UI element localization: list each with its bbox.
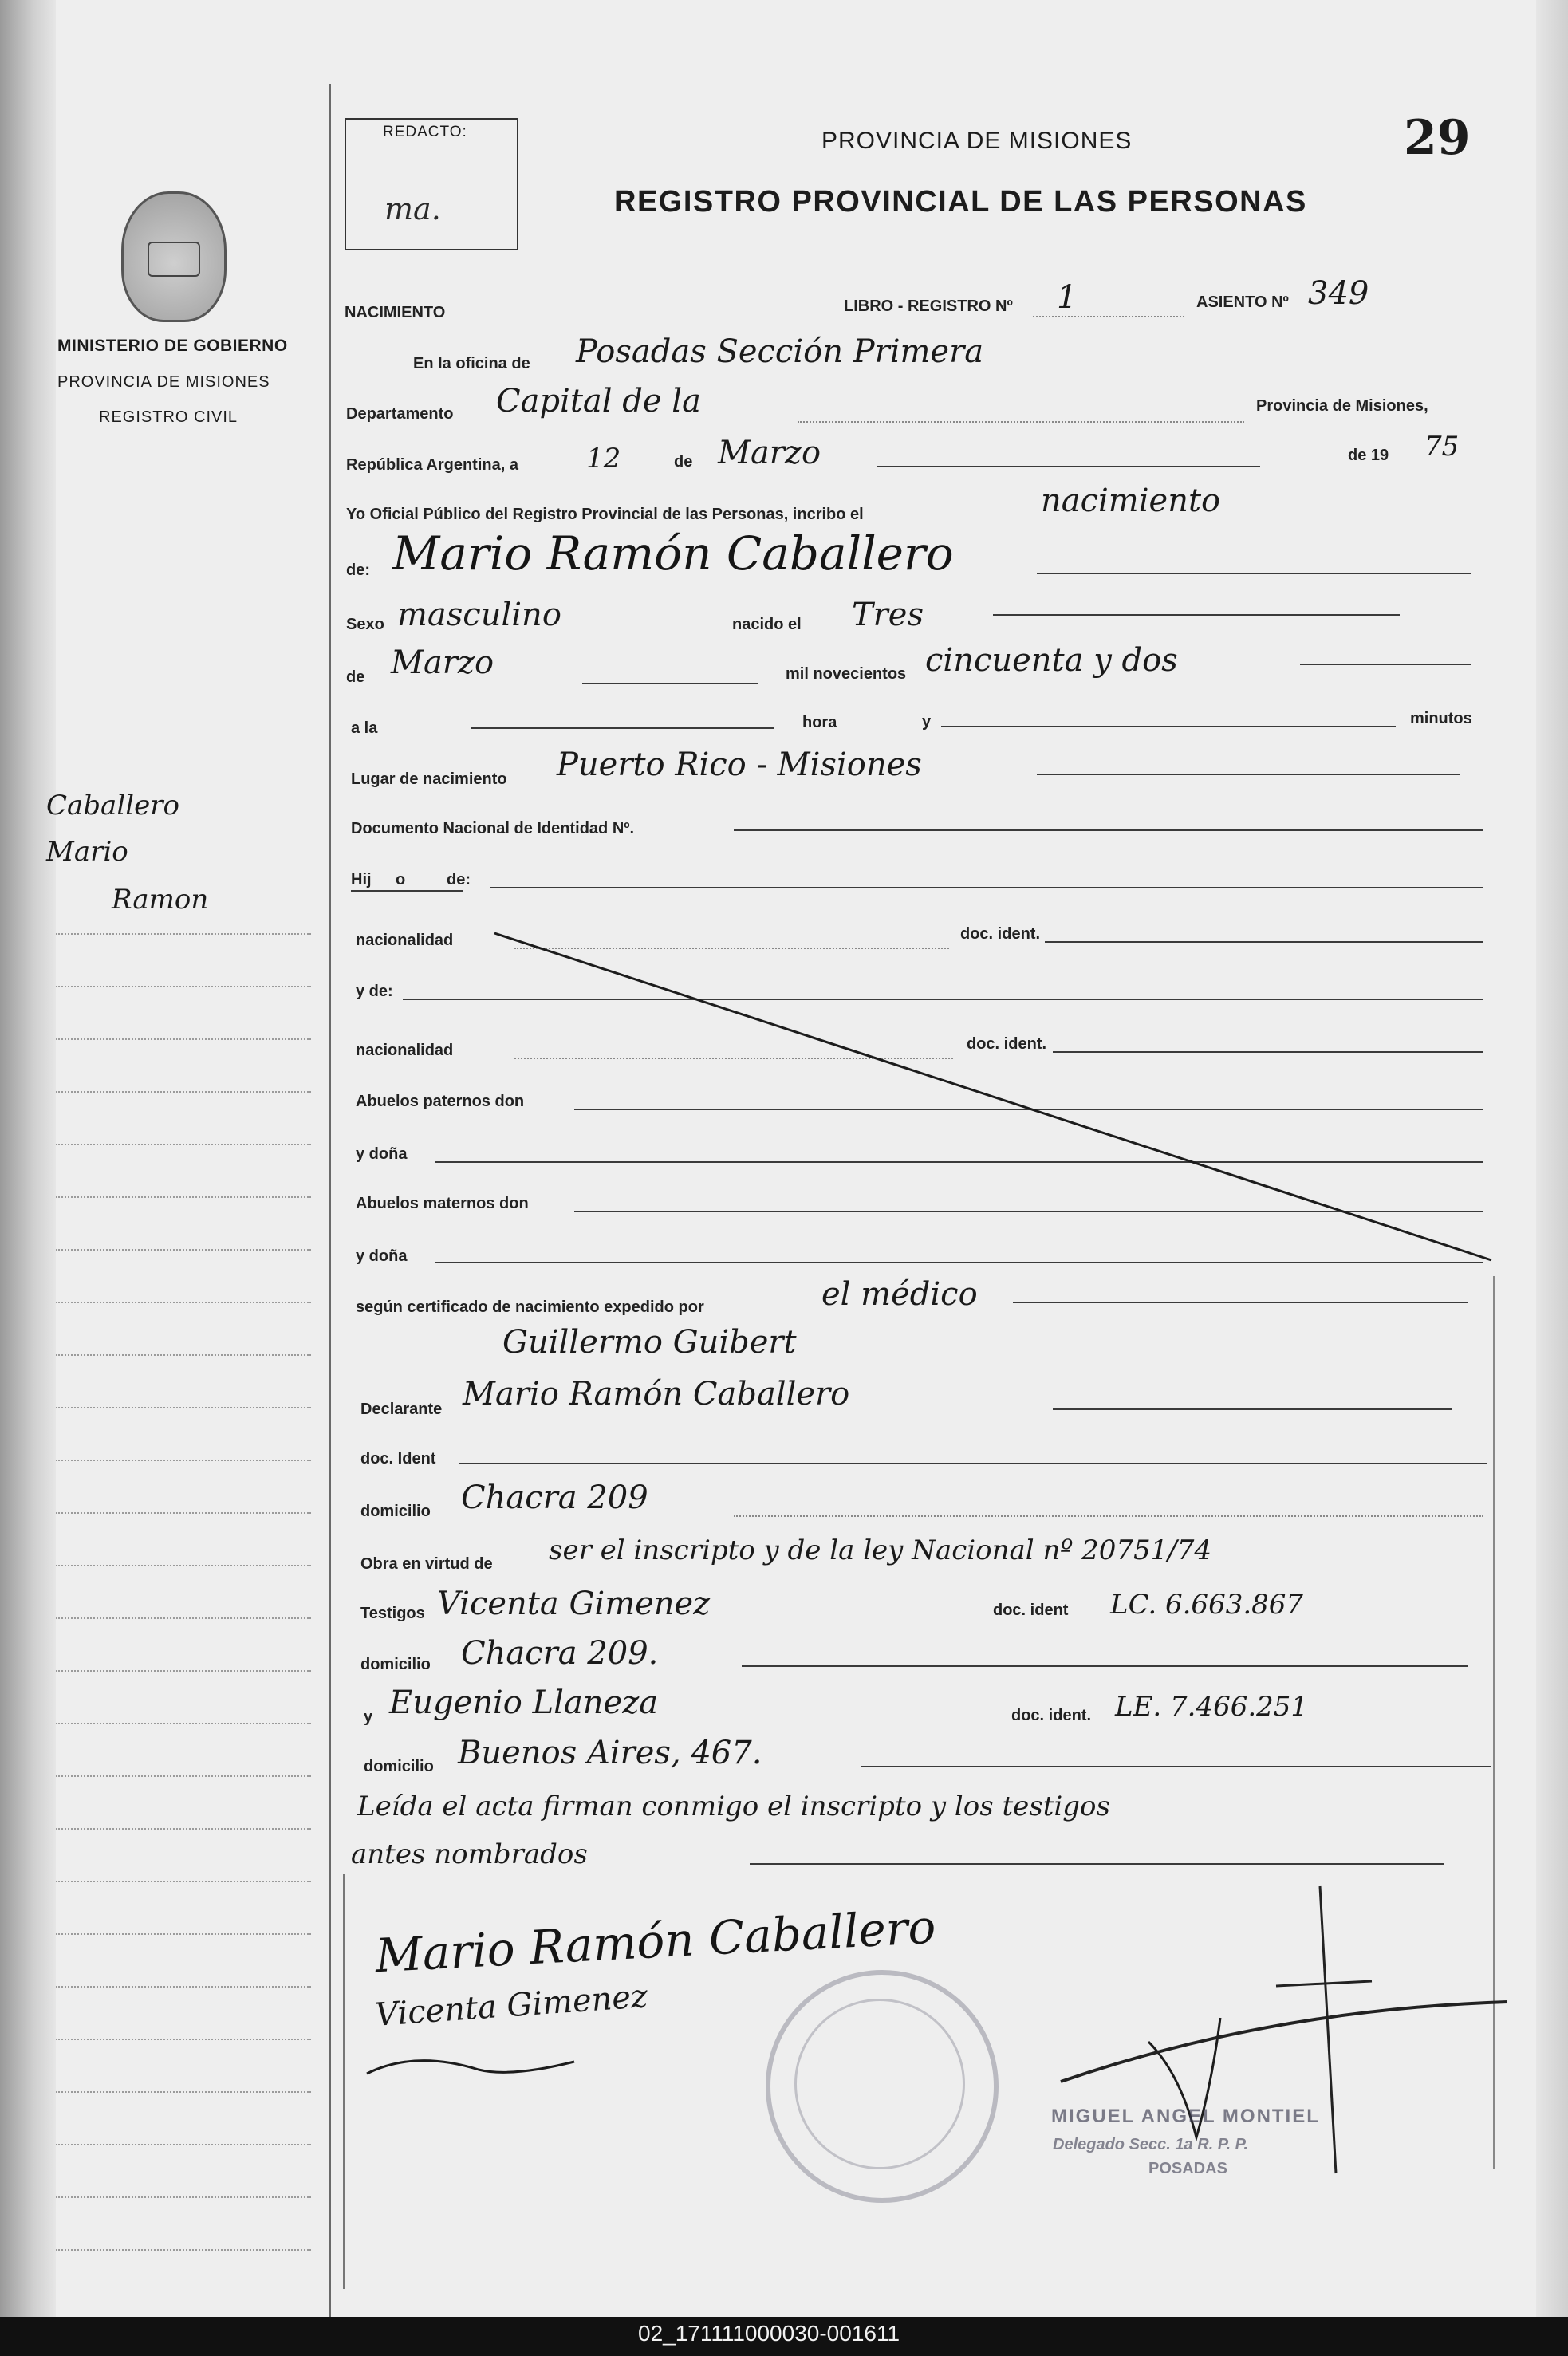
official-round-stamp (766, 1970, 999, 2203)
mes-nac-value: Marzo (391, 644, 494, 681)
lugar-label: Lugar de nacimiento (351, 770, 507, 788)
documento-label: Documento Nacional de Identidad Nº. (351, 820, 635, 837)
nacionalidad2-label: nacionalidad (356, 1042, 454, 1059)
margin-note-second: Ramon (112, 884, 209, 916)
y2-label: y (364, 1708, 373, 1726)
nacionalidad-label: nacionalidad (356, 932, 454, 949)
domicilio3-label: domicilio (364, 1758, 434, 1775)
doc-ident5-label: doc. ident. (1011, 1707, 1091, 1724)
redacto-label: REDACTO: (383, 124, 467, 140)
abuelos-maternos-label: Abuelos maternos don (356, 1195, 529, 1212)
signature-inscripto: Mario Ramón Caballero (373, 1899, 937, 1984)
de-hij-label: de: (447, 871, 471, 888)
anio-value: 75 (1424, 431, 1460, 463)
anio-nac-value: cincuenta y dos (925, 642, 1178, 679)
lugar-value: Puerto Rico - Misiones (557, 747, 922, 783)
domicilio-label: domicilio (360, 1503, 431, 1520)
certificado-value: el médico (821, 1276, 978, 1313)
asiento-value: 349 (1308, 275, 1369, 312)
leida-text: Leída el acta firman conmigo el inscripto y los testigos (357, 1791, 1110, 1822)
republica-label: República Argentina, a (346, 456, 518, 474)
dia-value: 12 (586, 443, 621, 475)
de-label: de (674, 453, 693, 471)
page-title: REGISTRO PROVINCIAL DE LAS PERSONAS (614, 185, 1307, 219)
hij-value: o (396, 871, 406, 888)
sexo-value: masculino (397, 597, 561, 633)
obra-value: ser el inscripto y de la ley Nacional nº 20751/74 (549, 1535, 1212, 1566)
oficial-label: Yo Oficial Público del Registro Provincial de las Personas, incribo el (346, 506, 864, 523)
libro-label: LIBRO - REGISTRO Nº (844, 297, 1013, 315)
folio-number: 29 (1404, 110, 1471, 166)
departamento-label: Departamento (346, 405, 454, 423)
nacido-value: Tres (852, 597, 924, 633)
declarante-value: Mario Ramón Caballero (463, 1376, 850, 1412)
y-dona-label: y doña (356, 1145, 408, 1163)
asiento-label: ASIENTO Nº (1196, 294, 1289, 311)
stamp-role: Delegado Secc. 1a R. P. P. (1053, 2136, 1248, 2153)
de-mes-label: de (346, 668, 365, 686)
doc-ident4-label: doc. ident (993, 1602, 1069, 1619)
certificado-label: según certificado de nacimiento expedido por (356, 1298, 704, 1316)
y-dona2-label: y doña (356, 1247, 408, 1265)
mes-value: Marzo (718, 435, 821, 471)
testigo2-doc: LE. 7.466.251 (1115, 1691, 1309, 1723)
doc-ident2-label: doc. ident. (967, 1035, 1046, 1053)
libro-value: 1 (1057, 279, 1078, 316)
hij-label: Hij (351, 871, 372, 888)
hora-label: hora (802, 714, 837, 731)
minutos-label: minutos (1410, 710, 1472, 727)
stamp-name: MIGUEL ANGEL MONTIEL (1051, 2106, 1320, 2127)
domicilio2-value: Chacra 209. (461, 1635, 659, 1672)
provincia-label: Provincia de Misiones, (1256, 397, 1428, 415)
testigo1-value: Vicenta Gimenez (437, 1586, 711, 1622)
medico-value: Guillermo Guibert (502, 1324, 797, 1361)
domicilio3-value: Buenos Aires, 467. (458, 1735, 762, 1771)
a-la-label: a la (351, 719, 378, 737)
redacto-value: ma. (384, 191, 441, 227)
margin-note-surname: Caballero (46, 790, 179, 821)
domicilio2-label: domicilio (360, 1656, 431, 1673)
sexo-label: Sexo (346, 616, 384, 633)
signature-testigo1: Vicenta Gimenez (373, 1978, 649, 2034)
oficina-value: Posadas Sección Primera (576, 333, 984, 370)
acto-value: nacimiento (1041, 483, 1221, 519)
antes-text: antes nombrados (351, 1838, 588, 1870)
stamp-city: POSADAS (1148, 2160, 1227, 2177)
obra-label: Obra en virtud de (360, 1555, 493, 1573)
domicilio-value: Chacra 209 (461, 1479, 648, 1516)
province-heading: PROVINCIA DE MISIONES (821, 128, 1133, 154)
doc-ident3-label: doc. Ident (360, 1450, 436, 1468)
de-nombre-label: de: (346, 561, 370, 579)
anio-label: de 19 (1348, 447, 1389, 464)
oficina-label: En la oficina de (413, 355, 530, 372)
ministry-line-3: REGISTRO CIVIL (99, 408, 238, 426)
ministry-line-1: MINISTERIO DE GOBIERNO (57, 337, 288, 355)
abuelos-paternos-label: Abuelos paternos don (356, 1093, 525, 1110)
testigos-label: Testigos (360, 1605, 425, 1622)
testigo2-value: Eugenio Llaneza (389, 1684, 659, 1721)
y-de-label: y de: (356, 983, 393, 1000)
nombre-value: Mario Ramón Caballero (392, 526, 954, 581)
doc-ident-label: doc. ident. (960, 925, 1040, 943)
declarante-label: Declarante (360, 1401, 443, 1418)
nacimiento-label: NACIMIENTO (345, 304, 446, 321)
nacido-label: nacido el (732, 616, 802, 633)
margin-note-given: Mario (46, 836, 128, 868)
document-id: 02_171111000030-001611 (638, 2321, 900, 2346)
departamento-value: Capital de la (496, 383, 701, 420)
ministry-line-2: PROVINCIA DE MISIONES (57, 373, 270, 391)
testigo1-doc: LC. 6.663.867 (1110, 1589, 1304, 1621)
y-label: y (922, 713, 932, 731)
mil-label: mil novecientos (786, 665, 907, 683)
